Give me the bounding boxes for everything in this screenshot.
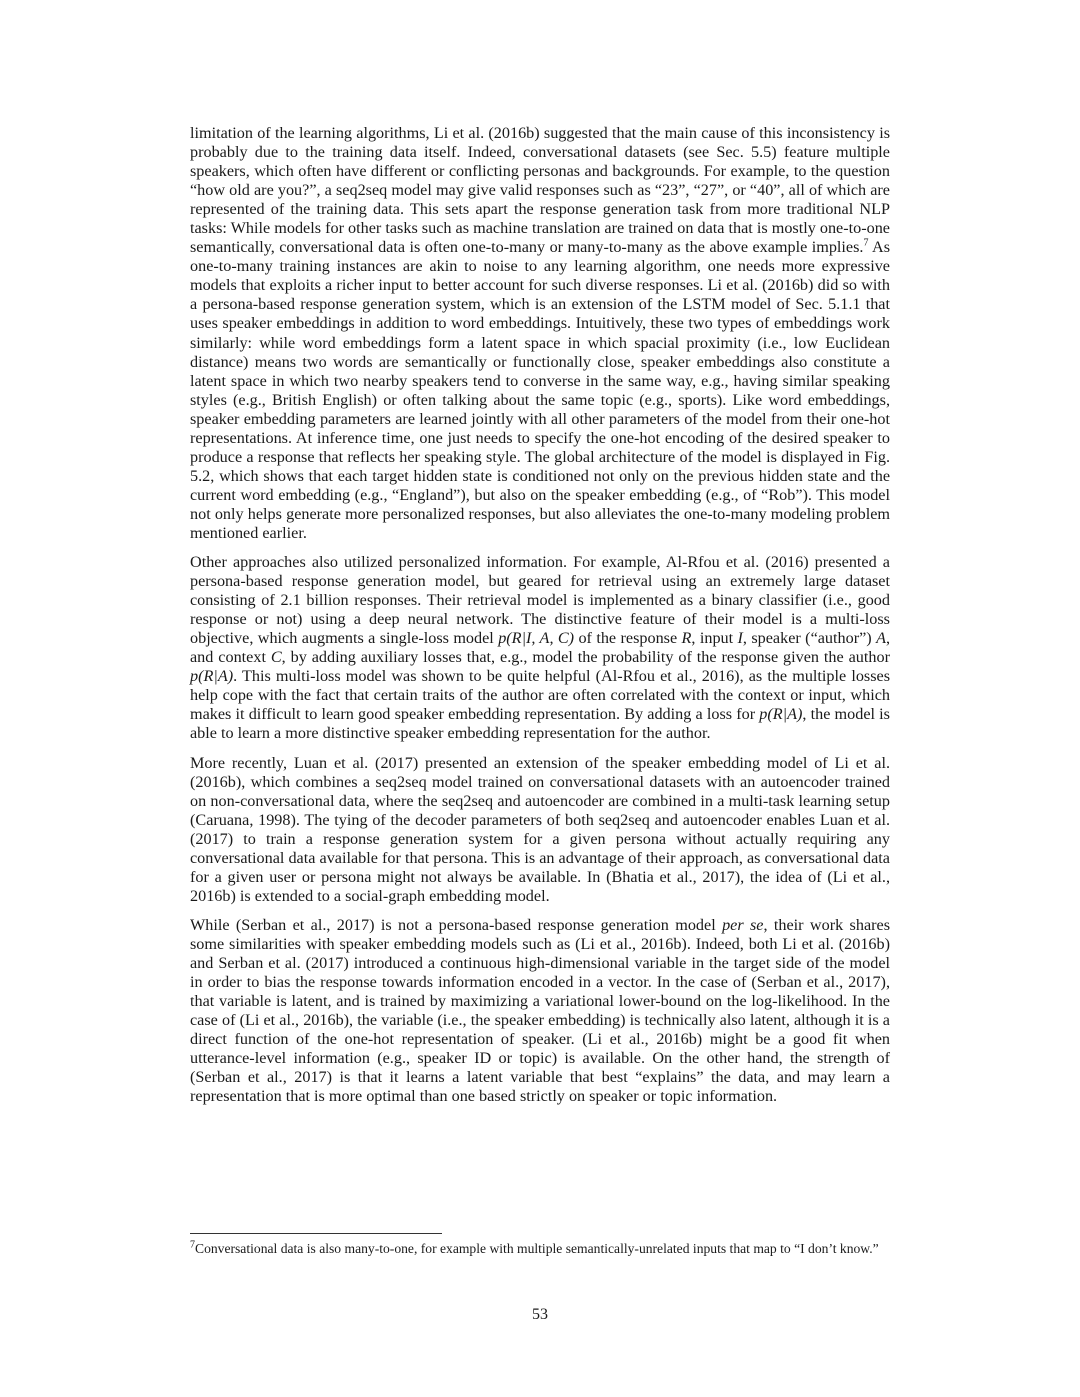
paragraph-2-text-a: Other approaches also utilized personalized information. For example, Al-Rfou et al. (2016) presented a persona-based response generation model, but geared for retrieval using an extremely large dataset consisting of 2.1 billion responses. Their retrieval model is implemented as a binary classifier (i.e., good response or not) using a deep neural network. The distinctive feature of their model is a multi-loss objective, which augments a single-loss model [190, 553, 890, 648]
footnote-marker[interactable]: 7 [863, 237, 869, 249]
page-body [190, 124, 890, 1116]
math-c: C [270, 648, 282, 667]
paragraph-2-text-e: , and context [190, 629, 891, 667]
footnote-text: Conversational data is also many-to-one, for example with multiple semantically-unrelated inputs that map to “I don’t know.” [195, 1241, 879, 1256]
paragraph-2 [190, 553, 890, 743]
paragraph-4 [190, 916, 890, 1106]
page-number: 53 [532, 1306, 548, 1323]
footnote [190, 1240, 890, 1257]
math-a: A [876, 629, 886, 648]
footnote-number: 7 [190, 1239, 195, 1251]
math-p-r-given-iac: p(R|I, A, C) [498, 629, 575, 648]
paragraph-2-text-f: , by adding auxiliary losses that, e.g., model the probability of the response given the author [281, 648, 890, 667]
paragraph-2-text-g: . This multi-loss model was shown to be quite helpful (Al-Rfou et al., 2016), as the multiple losses help cope with the fact that certain traits of the author are often correlated with the context or input, which makes it difficult to learn good speaker embedding representation. By adding a loss for [190, 667, 890, 724]
paragraph-2-text-h: , the model is able to learn a more distinctive speaker embedding representation for the author. [190, 705, 890, 743]
paragraph-1 [190, 124, 890, 543]
math-p-r-given-a: p(R|A) [190, 667, 234, 686]
footnote-rule [190, 1233, 442, 1234]
paragraph-2-text-c: , input [691, 629, 738, 648]
paragraph-2-text-d: , speaker (“author”) [742, 629, 877, 648]
paragraph-4-text-a: While (Serban et al., 2017) is not a persona-based response generation model [190, 915, 723, 934]
math-p-r-given-a-2: p(R|A) [759, 705, 803, 724]
paragraph-4-text-b: , their work shares some similarities with speaker embedding models such as (Li et al., 2016b). Indeed, both Li et al. (2016b) and Serban et al. (2017) introduced a continuous high-dimensional variable in the target side of the model in order to bias the response towards information encoded in a vector. In the case of (Serban et al., 2017), that variable is latent, and is trained by maximizing a variational lower-bound on the log-likelihood. In the case of (Li et al., 2016b), the variable (i.e., the speaker embedding) is technically also latent, although it is a direct function of the one-hot representation of speaker. (Li et al., 2016b) might be a good fit when utterance-level information (e.g., speaker ID or topic) is available. On the other hand, the strength of (Serban et al., 2017) is that it learns a latent variable that best “explains” the data, and may learn a representation that is more optimal than one based strictly on speaker or topic information. [190, 915, 891, 1106]
paragraph-4-emphasis: per se [722, 915, 764, 934]
math-i: I [737, 629, 743, 648]
paragraph-3: More recently, Luan et al. (2017) presented an extension of the speaker embedding model of Li et al. (2016b), which combines a seq2seq model trained on conversational datasets with an autoencoder trained on non-conversational data, where the seq2seq and autoencoder are combined in a multi-task learning setup (Caruana, 1998). The tying of the decoder parameters of both seq2seq and autoencoder enables Luan et al. (2017) to train a response generation system for a given persona without actually requiring any conversational data available for that persona. This is an advantage of their approach, as conversational data for a given user or persona might not always be available. In (Bhatia et al., 2017), the idea of (Li et al., 2016b) is extended to a social-graph embedding model. [190, 753, 890, 905]
math-r: R [681, 629, 692, 648]
paragraph-1-text-b: As one-to-many training instances are akin to noise to any learning algorithm, one needs more expressive models that exploits a richer input to better account for such diverse responses. Li et al. (2016b) did so with a persona-based response generation system, which is an extension of the LSTM model of Sec. 5.1.1 that uses speaker embeddings in addition to word embeddings. Intuitively, these two types of embeddings work similarly: while word embeddings form a latent space in which spacial proximity (i.e., low Euclidean distance) means two words are semantically or functionally close, speaker embeddings also constitute a latent space in which two nearby speakers tend to converse in the same way, e.g., having similar speaking styles (e.g., British English) or often talking about the same topic (e.g., sports). Like word embeddings, speaker embedding parameters are learned jointly with all other parameters of the model from their one-hot representations. At inference time, one just needs to specify the one-hot encoding of the desired speaker to produce a response that reflects her speaking style. The global architecture of the model is displayed in Fig. 5.2, which shows that each target hidden state is conditioned not only on the previous hidden state and the current word embedding (e.g., “England”), but also on the speaker embedding (e.g., of “Rob”). This model not only helps generate more personalized responses, but also alleviates the one-to-many modeling problem mentioned earlier. [190, 238, 890, 542]
paragraph-1-text-a: limitation of the learning algorithms, Li et al. (2016b) suggested that the main cause of this inconsistency is probably due to the training data itself. Indeed, conversational datasets (see Sec. 5.5) feature multiple speakers, which often have different or conflicting personas and backgrounds. For example, to the question “how old are you?”, a seq2seq model may give valid responses such as “23”, “27”, or “40”, all of which are represented of the training data. This sets apart the response generation task from more traditional NLP tasks: While models for other tasks such as machine translation are trained on data that is mostly one-to-one semantically, conversational data is often one-to-many or many-to-many as the above example implies. [190, 124, 890, 257]
paragraph-2-text-b: of the response [574, 629, 682, 648]
